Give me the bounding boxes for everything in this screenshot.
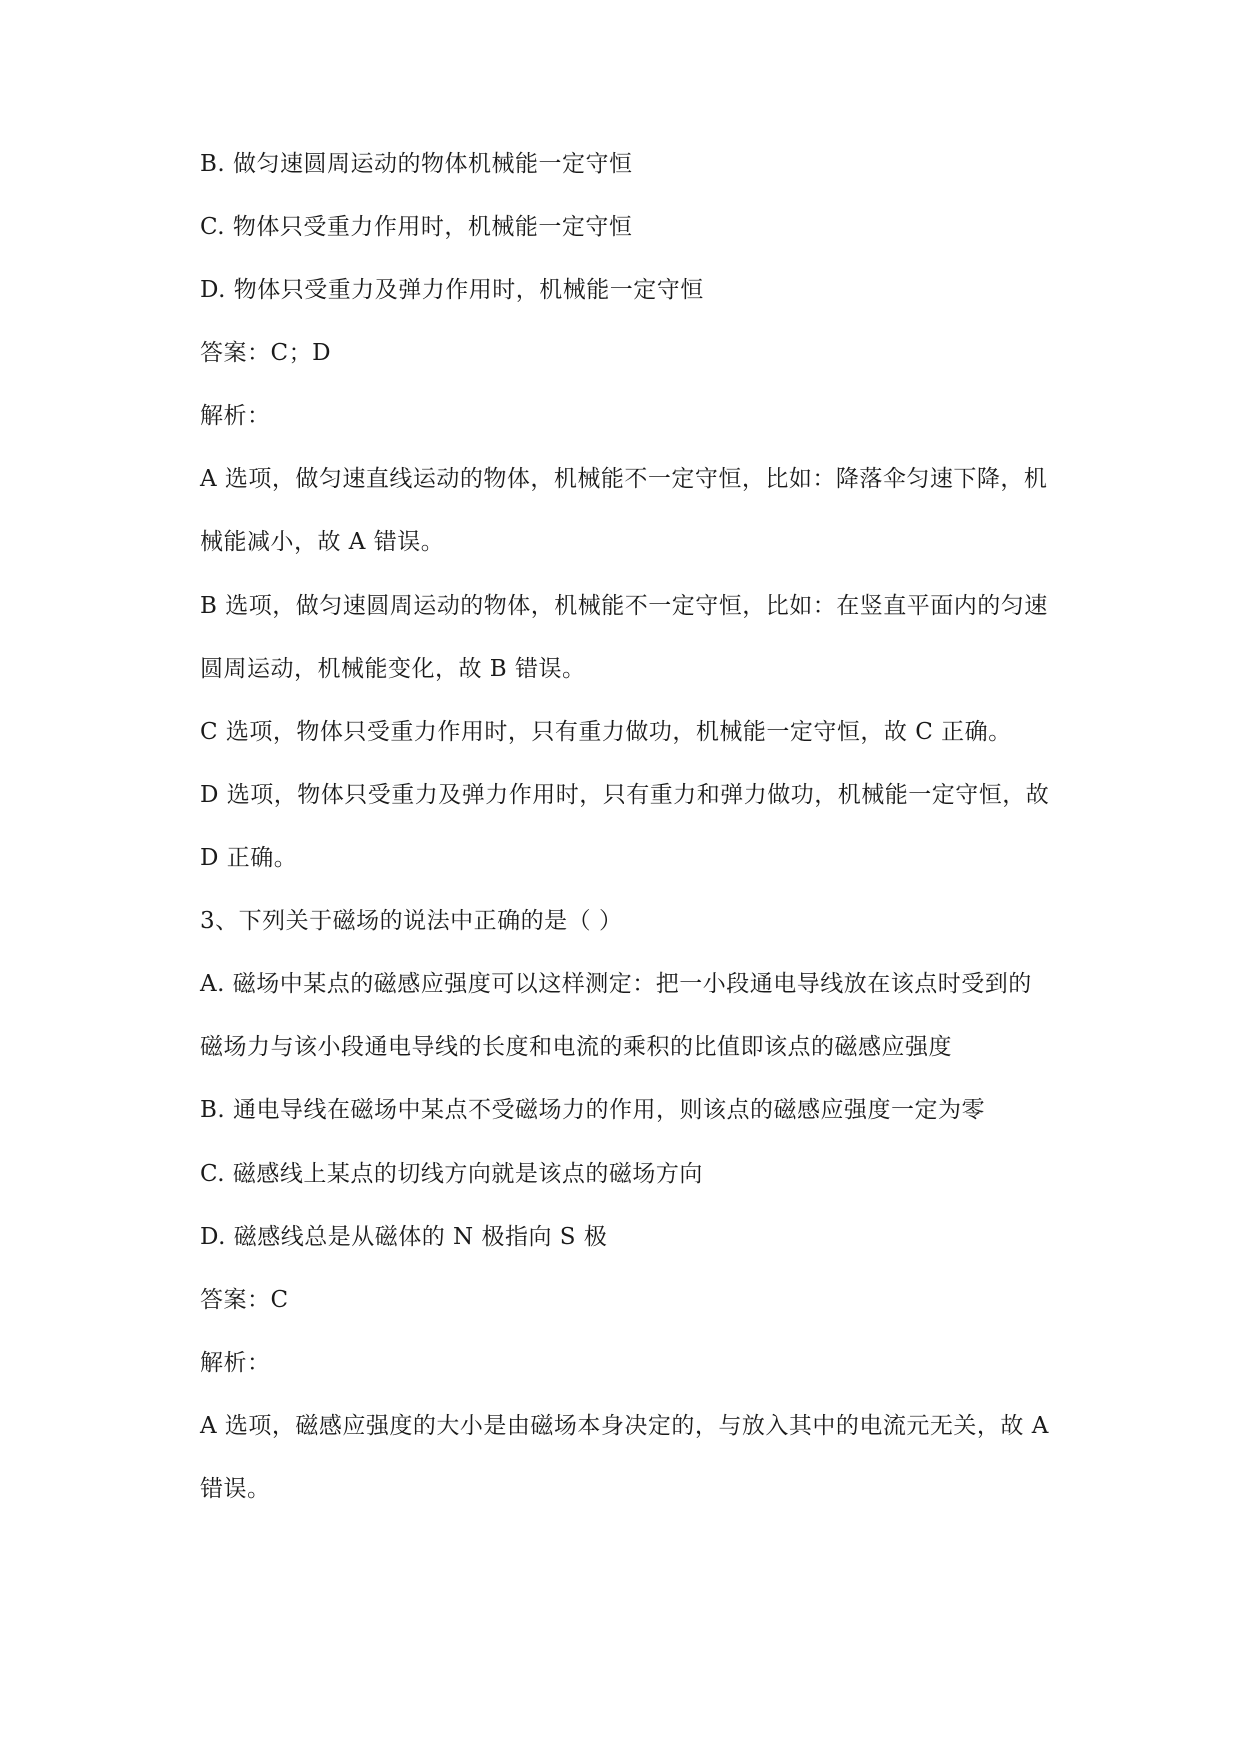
analysis-a-q3-line2: 错误。 <box>200 1476 271 1502</box>
option-a-q3-line2: 磁场力与该小段通电导线的长度和电流的乘积的比值即该点的磁感应强度 <box>200 1034 952 1060</box>
option-d-q2: D. 物体只受重力及弹力作用时，机械能一定守恒 <box>200 277 704 303</box>
option-b-q2: B. 做匀速圆周运动的物体机械能一定守恒 <box>200 151 633 177</box>
analysis-heading-q3: 解析： <box>200 1350 271 1376</box>
answer-q3: 答案：C <box>200 1287 289 1313</box>
analysis-a-q3-line1: A 选项，磁感应强度的大小是由磁场本身决定的，与放入其中的电流元无关，故 A <box>200 1413 1049 1439</box>
question-3-title: 3、下列关于磁场的说法中正确的是（ ） <box>200 908 623 934</box>
option-b-q3: B. 通电导线在磁场中某点不受磁场力的作用，则该点的磁感应强度一定为零 <box>200 1097 986 1123</box>
answer-q2: 答案：C；D <box>200 340 332 366</box>
analysis-b-line1: B 选项，做匀速圆周运动的物体，机械能不一定守恒，比如：在竖直平面内的匀速 <box>200 593 1048 619</box>
analysis-c: C 选项，物体只受重力作用时，只有重力做功，机械能一定守恒，故 C 正确。 <box>200 719 1012 745</box>
option-c-q3: C. 磁感线上某点的切线方向就是该点的磁场方向 <box>200 1161 703 1187</box>
analysis-a-line1: A 选项，做匀速直线运动的物体，机械能不一定守恒，比如：降落伞匀速下降，机 <box>200 466 1048 492</box>
analysis-a-line2: 械能减小，故 A 错误。 <box>200 529 445 555</box>
analysis-heading-q2: 解析： <box>200 403 271 429</box>
option-d-q3: D. 磁感线总是从磁体的 N 极指向 S 极 <box>200 1224 608 1250</box>
analysis-d-line2: D 正确。 <box>200 845 298 871</box>
analysis-d-line1: D 选项，物体只受重力及弹力作用时，只有重力和弹力做功，机械能一定守恒，故 <box>200 782 1050 808</box>
option-a-q3-line1: A. 磁场中某点的磁感应强度可以这样测定：把一小段通电导线放在该点时受到的 <box>200 971 1032 997</box>
option-c-q2: C. 物体只受重力作用时，机械能一定守恒 <box>200 214 633 240</box>
analysis-b-line2: 圆周运动，机械能变化，故 B 错误。 <box>200 656 586 682</box>
